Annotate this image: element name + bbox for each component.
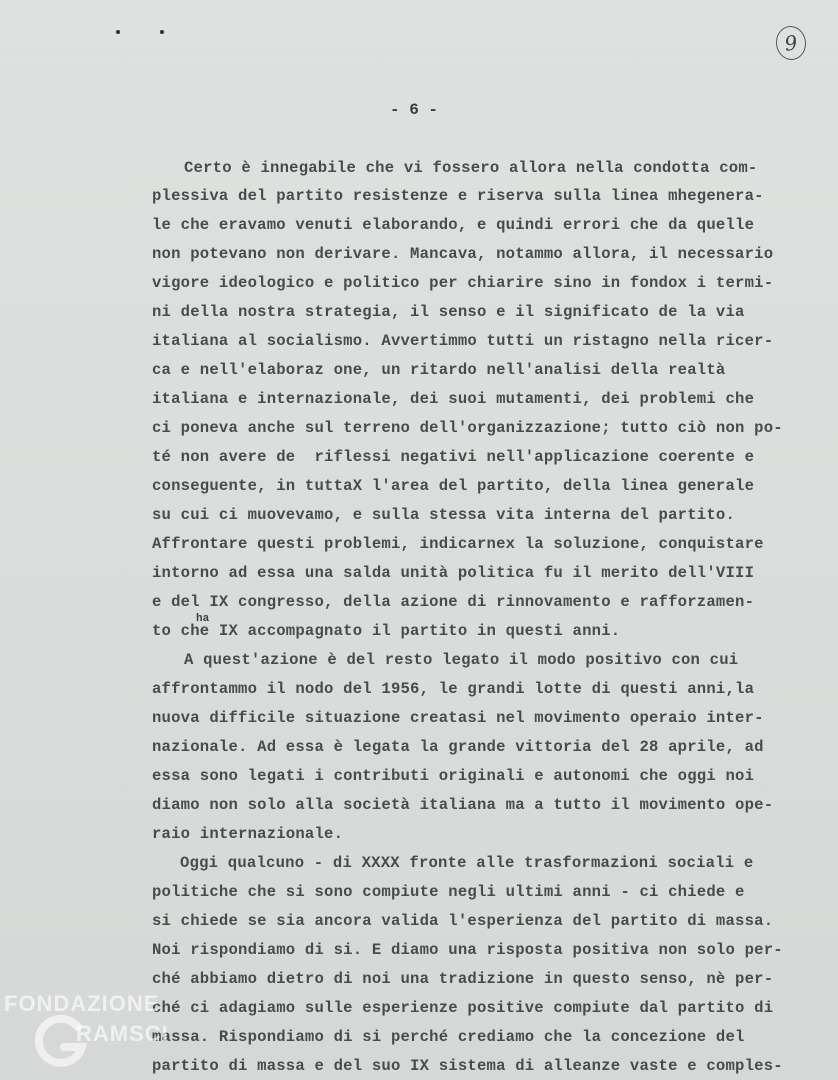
watermark-line-2: RAMSCI [76,1021,169,1046]
ink-speck [160,30,164,34]
text-line: Oggi qualcuno - di XXXX fronte alle trasformazioni sociali e [180,854,754,872]
text-line: ni della nostra strategia, il senso e il significato de la via [152,303,745,321]
text-line: Certo è innegabile che vi fossero allora nella condotta com- [184,159,758,177]
text-line: Noi rispondiamo di si. E diamo una risposta positiva non solo per- [152,941,783,959]
watermark-line-1: FONDAZIONE [4,991,160,1016]
text-line: essa sono legati i contributi originali e autonomi che oggi noi [152,767,755,785]
text-line: ci poneva anche sul terreno dell'organizzazione; tutto ciò non po- [152,419,783,437]
text-line: nuova difficile situazione creatasi nel movimento operaio inter- [152,709,764,727]
text-line: massa. Rispondiamo di si perché crediamo che la concezione del [152,1028,745,1046]
text-line: conseguente, in tuttaX l'area del partito, della linea generale [152,477,755,495]
text-line: A quest'azione è del resto legato il modo positivo con cui [184,651,739,669]
text-line: si chiede se sia ancora valida l'esperienza del partito di massa. [152,912,774,930]
text-line: non potevano non derivare. Mancava, notammo allora, il necessario [152,245,774,263]
text-line: to che IX accompagnato il partito in questi anni. [152,622,621,640]
page-number: - 6 - [390,101,439,119]
text-line: le che eravamo venuti elaborando, e quindi errori che da quelle [152,216,755,234]
text-line: vigore ideologico e politico per chiarire sino in fondox i termi- [152,274,774,292]
watermark-g-logo-icon [34,1013,90,1069]
text-line: ché ci adagiamo sulle esperienze positive compiute dal partito di [152,999,774,1017]
text-line: su cui ci muovevamo, e sulla stessa vita interna del partito. [152,506,736,524]
text-line: raio internazionale. [152,825,344,843]
text-line: politiche che si sono compiute negli ultimi anni - ci chiede e [152,883,745,901]
text-line: ché abbiamo dietro di noi una tradizione in questo senso, nè per- [152,970,774,988]
archive-page-number [774,24,808,62]
handwritten-insertion: ha [196,613,210,625]
text-line: e del IX congresso, della azione di rinnovamento e rafforzamen- [152,593,755,611]
text-line: intorno ad essa una salda unità politica fu il merito dell'VIII [152,564,755,582]
text-line: té non avere de riflessi negativi nell'applicazione coerente e [152,448,755,466]
text-line: ca e nell'elaboraz one, un ritardo nell'analisi della realtà [152,361,726,379]
ink-speck [116,30,120,34]
text-line: diamo non solo alla società italiana ma a tutto il movimento ope- [152,796,774,814]
text-line: affrontammo il nodo del 1956, le grandi lotte di questi anni,la [152,680,755,698]
text-line: italiana e internazionale, dei suoi mutamenti, dei problemi che [152,390,755,408]
archive-number-text: 9 [783,30,799,56]
text-line: partito di massa e del suo IX sistema di alleanze vaste e comples- [152,1057,783,1075]
text-line: plessiva del partito resistenze e riserva sulla linea mhegenera- [152,187,764,205]
text-line: Affrontare questi problemi, indicarnex la soluzione, conquistare [152,535,764,553]
text-line: nazionale. Ad essa è legata la grande vittoria del 28 aprile, ad [152,738,764,756]
text-line: italiana al socialismo. Avvertimmo tutti un ristagno nella ricer- [152,332,774,350]
